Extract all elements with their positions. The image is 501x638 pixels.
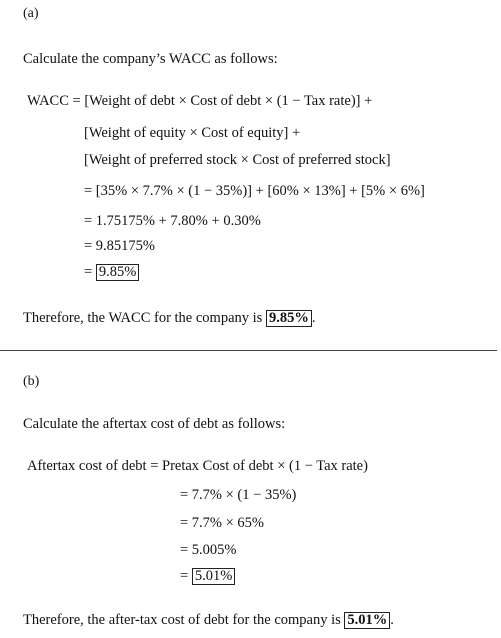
part-b-conclusion-period: . — [390, 612, 394, 628]
aftertax-result-prefix: = — [180, 568, 189, 584]
part-a-conclusion-period: . — [311, 310, 316, 326]
aftertax-result-line — [180, 568, 235, 585]
part-a-conclusion-text: Therefore, the WACC for the company is — [23, 310, 263, 326]
part-b-label: (b) — [23, 374, 40, 389]
part-a-label: (a) — [23, 6, 39, 21]
part-b-conclusion — [23, 612, 394, 629]
part-a-conclusion-value: 9.85% — [266, 310, 312, 327]
wacc-formula-line-2: [Weight of equity × Cost of equity] + — [84, 125, 301, 141]
aftertax-formula-line: Aftertax cost of debt = Pretax Cost of debt × (1 − Tax rate) — [27, 458, 368, 474]
part-a-intro: Calculate the company’s WACC as follows: — [23, 51, 278, 67]
aftertax-value-line: = 5.005% — [180, 542, 237, 558]
aftertax-product-line: = 7.7% × 65% — [180, 515, 265, 531]
part-a-conclusion — [23, 310, 315, 327]
wacc-result-box: 9.85% — [96, 264, 139, 281]
section-divider — [0, 350, 497, 351]
wacc-formula-line-1: WACC = [Weight of debt × Cost of debt × (1 − Tax rate)] + — [27, 93, 373, 109]
aftertax-substitution-line: = 7.7% × (1 − 35%) — [180, 487, 297, 503]
wacc-substitution-line: = [35% × 7.7% × (1 − 35%)] + [60% × 13%] + [5% × 6%] — [84, 183, 425, 199]
wacc-result-line — [84, 264, 139, 281]
wacc-result-prefix: = — [84, 264, 93, 280]
part-b-intro: Calculate the aftertax cost of debt as follows: — [23, 416, 286, 432]
part-b-conclusion-text: Therefore, the after-tax cost of debt for the company is — [23, 612, 341, 628]
wacc-components-line: = 1.75175% + 7.80% + 0.30% — [84, 213, 261, 229]
part-b-conclusion-value: 5.01% — [344, 612, 390, 629]
aftertax-result-box: 5.01% — [192, 568, 235, 585]
wacc-sum-line: = 9.85175% — [84, 238, 156, 254]
wacc-formula-line-3: [Weight of preferred stock × Cost of preferred stock] — [84, 152, 391, 168]
